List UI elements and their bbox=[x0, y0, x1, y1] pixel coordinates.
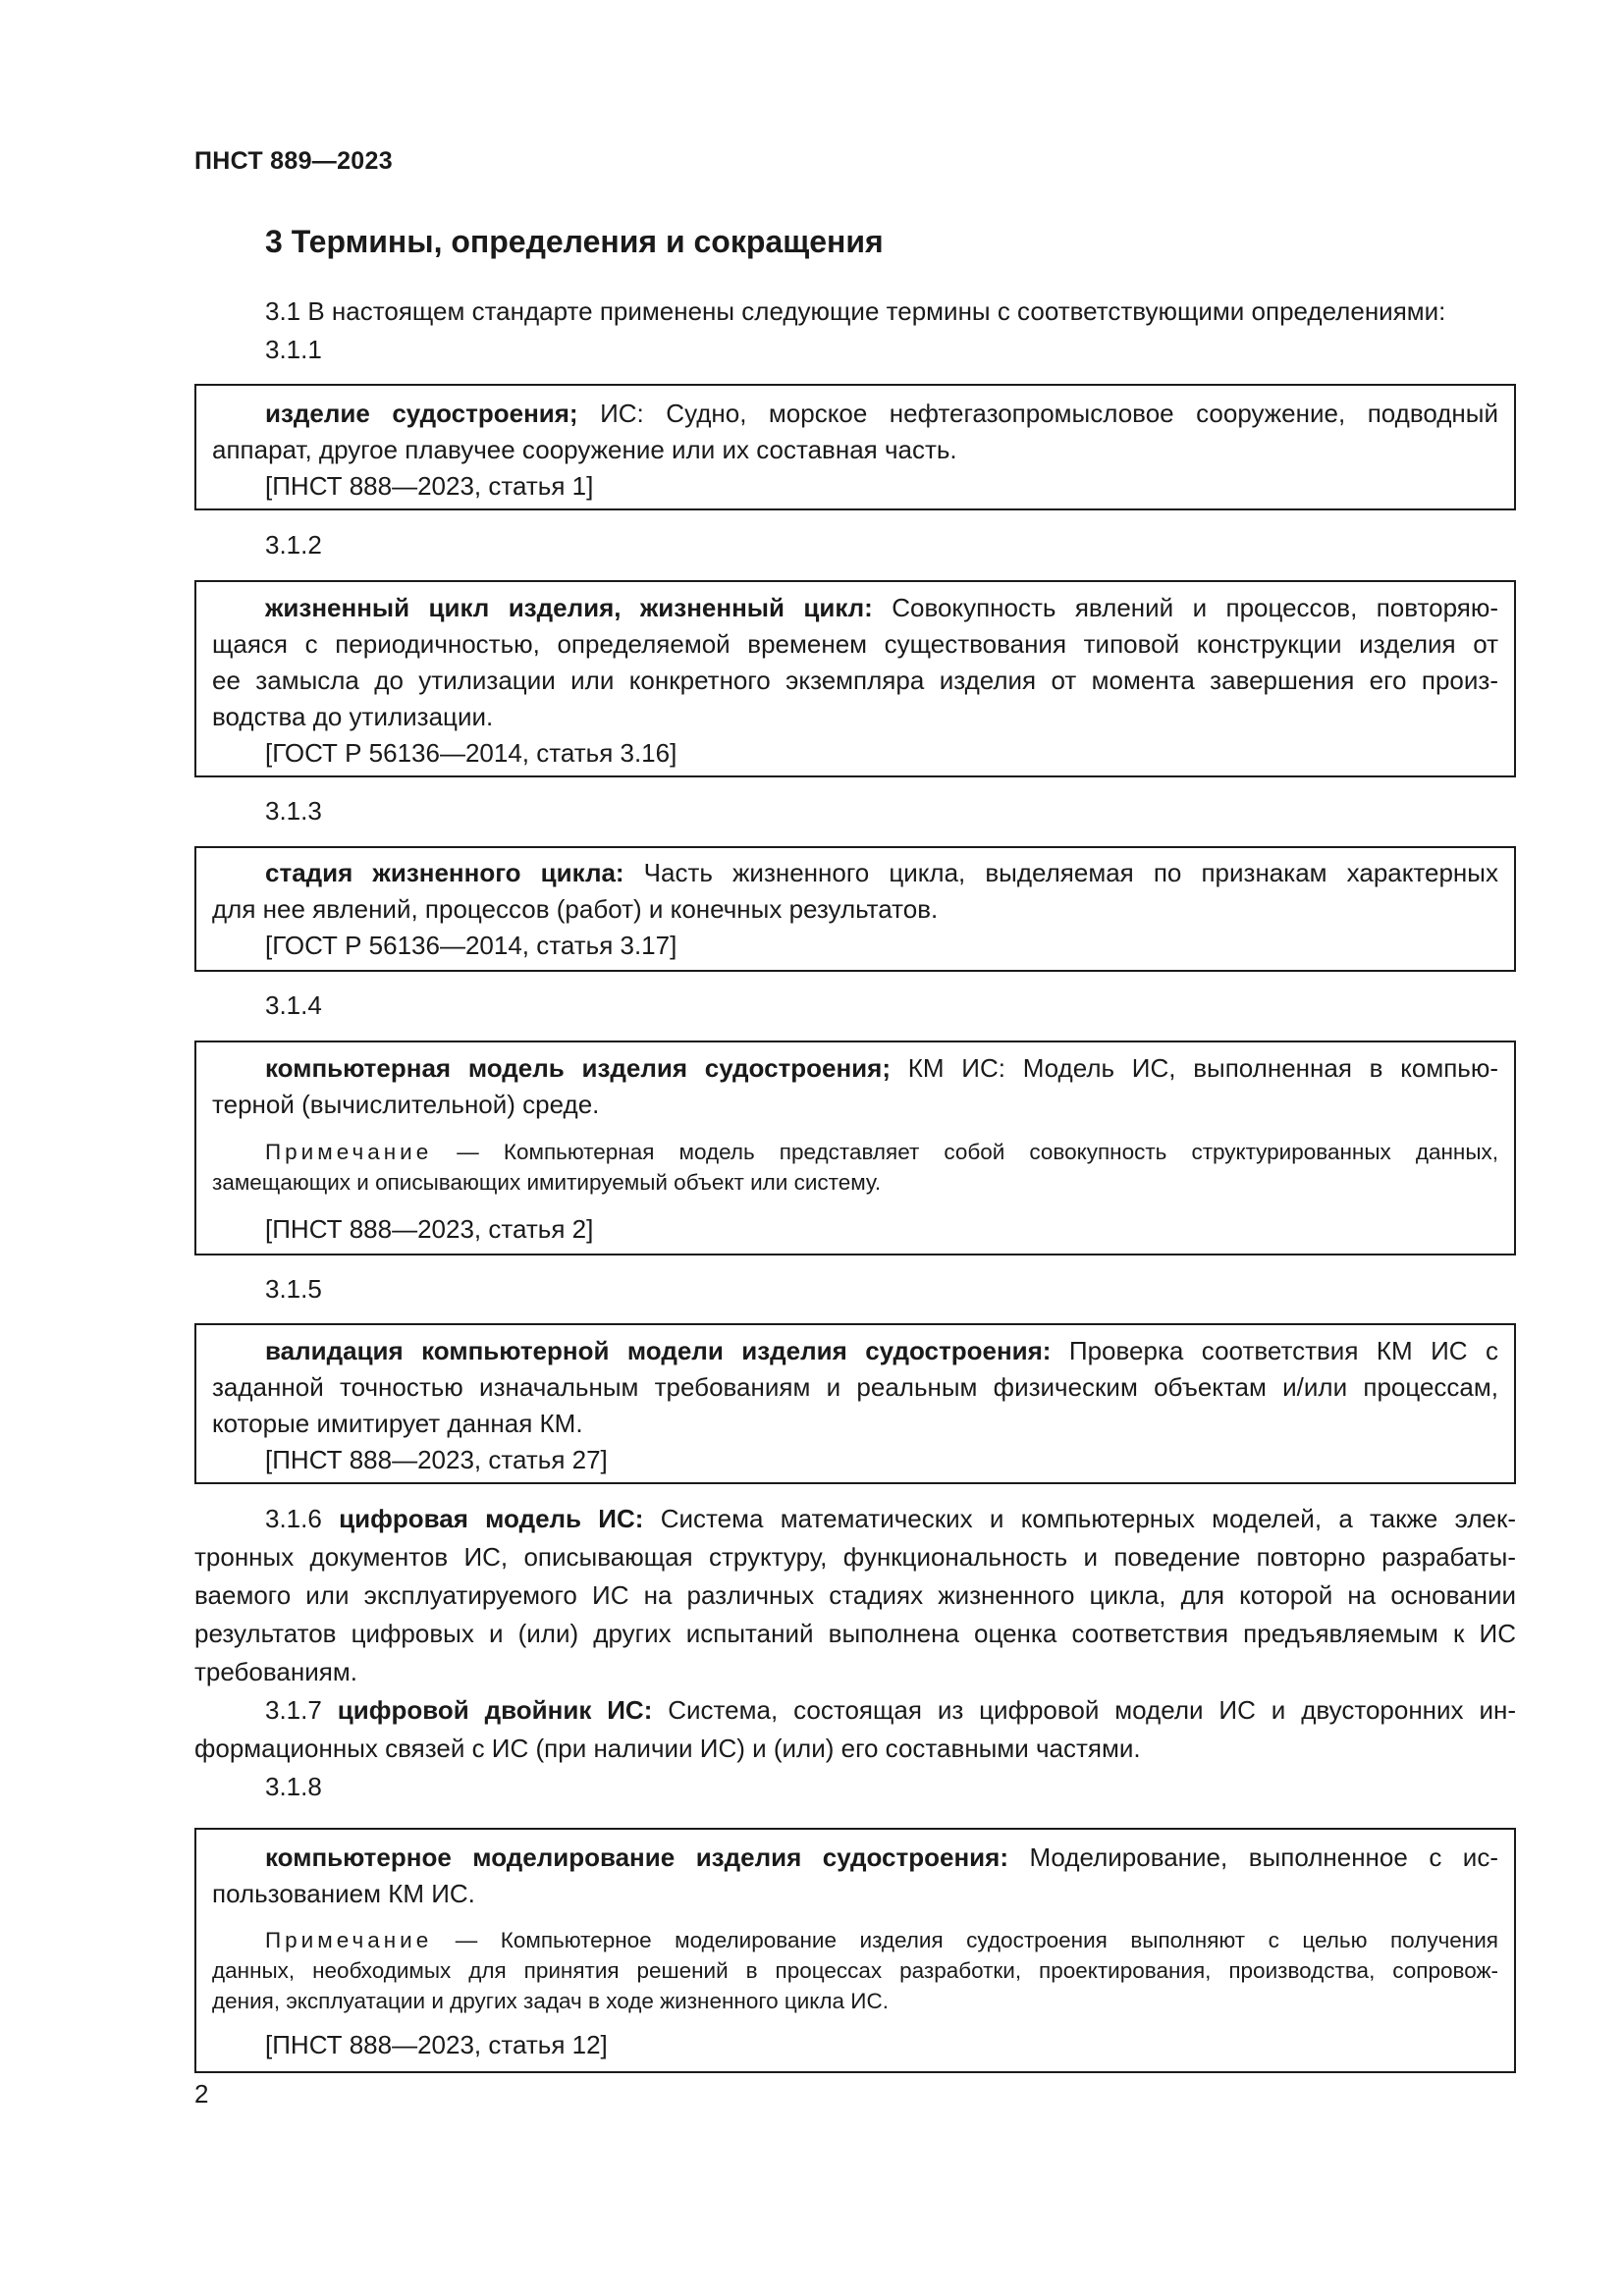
term-name: валидация компьютерной модели изделия судостроения: bbox=[265, 1336, 1052, 1365]
term-line: компьютерная модель изделия судостроения; КМ ИС: Модель ИС, выполненная в компью- bbox=[265, 1053, 1498, 1083]
term-source: [ПНСТ 888—2023, статья 1] bbox=[265, 471, 594, 501]
term-source: [ГОСТ Р 56136—2014, статья 3.16] bbox=[265, 738, 677, 768]
term-number-3-1-1: 3.1.1 bbox=[265, 335, 322, 364]
term-box-3-1-8 bbox=[194, 1828, 1516, 2073]
term-source: [ПНСТ 888—2023, статья 2] bbox=[265, 1214, 594, 1244]
term-source: [ГОСТ Р 56136—2014, статья 3.17] bbox=[265, 931, 677, 960]
term-box-3-1-2 bbox=[194, 580, 1516, 777]
term-name: компьютерная модель изделия судостроения; bbox=[265, 1053, 891, 1083]
term-name: цифровая модель ИС: bbox=[339, 1504, 644, 1533]
note-label: Примечание bbox=[265, 1928, 433, 1952]
term-number-3-1-4: 3.1.4 bbox=[265, 990, 322, 1020]
term-definition: пользованием КМ ИС. bbox=[212, 1879, 475, 1908]
term-note: данных, необходимых для принятия решений в процессах разработки, проектирования, производства, сопровож- bbox=[212, 1958, 1498, 1983]
term-source: [ПНСТ 888—2023, статья 27] bbox=[265, 1445, 608, 1474]
term-note: Примечание — Компьютерная модель представляет собой совокупность структурированных данных, bbox=[265, 1140, 1498, 1164]
term-definition: которые имитирует данная КМ. bbox=[212, 1409, 583, 1438]
term-definition: тронных документов ИС, описывающая структуру, функциональность и поведение повторно разрабаты- bbox=[194, 1542, 1516, 1572]
note-label: Примечание bbox=[265, 1140, 433, 1164]
term-line: изделие судостроения; ИС: Судно, морское нефтегазопромысловое сооружение, подводный bbox=[265, 399, 1498, 428]
term-definition: формационных связей с ИС (при наличии ИС) и (или) его составными частями. bbox=[194, 1734, 1141, 1763]
term-line-3-1-7: 3.1.7 цифровой двойник ИС: Система, состоящая из цифровой модели ИС и двусторонних ин- bbox=[265, 1695, 1516, 1725]
term-box-3-1-3 bbox=[194, 846, 1516, 972]
term-definition: водства до утилизации. bbox=[212, 702, 494, 731]
term-line: стадия жизненного цикла: Часть жизненного цикла, выделяемая по признакам характерных bbox=[265, 858, 1498, 887]
term-number-3-1-3: 3.1.3 bbox=[265, 796, 322, 826]
term-definition: щаяся с периодичностью, определяемой временем существования типовой конструкции изделия от bbox=[212, 629, 1498, 659]
term-note: Примечание — Компьютерное моделирование изделия судостроения выполняют с целью получения bbox=[265, 1928, 1498, 1952]
term-source: [ПНСТ 888—2023, статья 12] bbox=[265, 2030, 608, 2059]
term-name: жизненный цикл изделия, жизненный цикл: bbox=[265, 593, 873, 622]
term-definition: заданной точностью изначальным требованиям и реальным физическим объектам и/или процессам, bbox=[212, 1372, 1498, 1402]
term-definition: требованиям. bbox=[194, 1657, 357, 1686]
page-number: 2 bbox=[194, 2079, 209, 2109]
term-definition: терной (вычислительной) среде. bbox=[212, 1090, 600, 1119]
term-definition: ее замысла до утилизации или конкретного экземпляра изделия от момента завершения его произ- bbox=[212, 666, 1498, 695]
term-line-3-1-6: 3.1.6 цифровая модель ИС: Система математических и компьютерных моделей, а также элек- bbox=[265, 1504, 1516, 1533]
intro-line: 3.1 В настоящем стандарте применены следующие термины с соответствующими определениями: bbox=[265, 296, 1446, 326]
term-definition: результатов цифровых и (или) других испытаний выполнена оценка соответствия предъявляемым к ИС bbox=[194, 1619, 1516, 1648]
section-title: 3 Термины, определения и сокращения bbox=[265, 224, 884, 259]
term-line: жизненный цикл изделия, жизненный цикл: Совокупность явлений и процессов, повторяю- bbox=[265, 593, 1498, 622]
term-definition: ваемого или эксплуатируемого ИС на различных стадиях жизненного цикла, для которой на основании bbox=[194, 1580, 1516, 1610]
term-name: компьютерное моделирование изделия судостроения: bbox=[265, 1842, 1008, 1872]
term-box-3-1-5 bbox=[194, 1323, 1516, 1484]
term-note: дения, эксплуатации и других задач в ходе жизненного цикла ИС. bbox=[212, 1989, 889, 2013]
term-line: валидация компьютерной модели изделия судостроения: Проверка соответствия КМ ИС с bbox=[265, 1336, 1498, 1365]
term-note: замещающих и описывающих имитируемый объект или систему. bbox=[212, 1170, 882, 1195]
term-line: компьютерное моделирование изделия судостроения: Моделирование, выполненное с ис- bbox=[265, 1842, 1498, 1872]
term-number-3-1-5: 3.1.5 bbox=[265, 1274, 322, 1304]
document-header: ПНСТ 889—2023 bbox=[194, 147, 393, 175]
term-number-3-1-2: 3.1.2 bbox=[265, 530, 322, 560]
term-box-3-1-1 bbox=[194, 384, 1516, 510]
term-name: стадия жизненного цикла: bbox=[265, 858, 624, 887]
term-name: изделие судостроения; bbox=[265, 399, 578, 428]
term-definition: для нее явлений, процессов (работ) и конечных результатов. bbox=[212, 894, 939, 924]
term-box-3-1-4 bbox=[194, 1041, 1516, 1255]
term-number-3-1-8: 3.1.8 bbox=[265, 1772, 322, 1801]
term-name: цифровой двойник ИС: bbox=[337, 1695, 653, 1725]
term-definition: аппарат, другое плавучее сооружение или их составная часть. bbox=[212, 435, 957, 464]
